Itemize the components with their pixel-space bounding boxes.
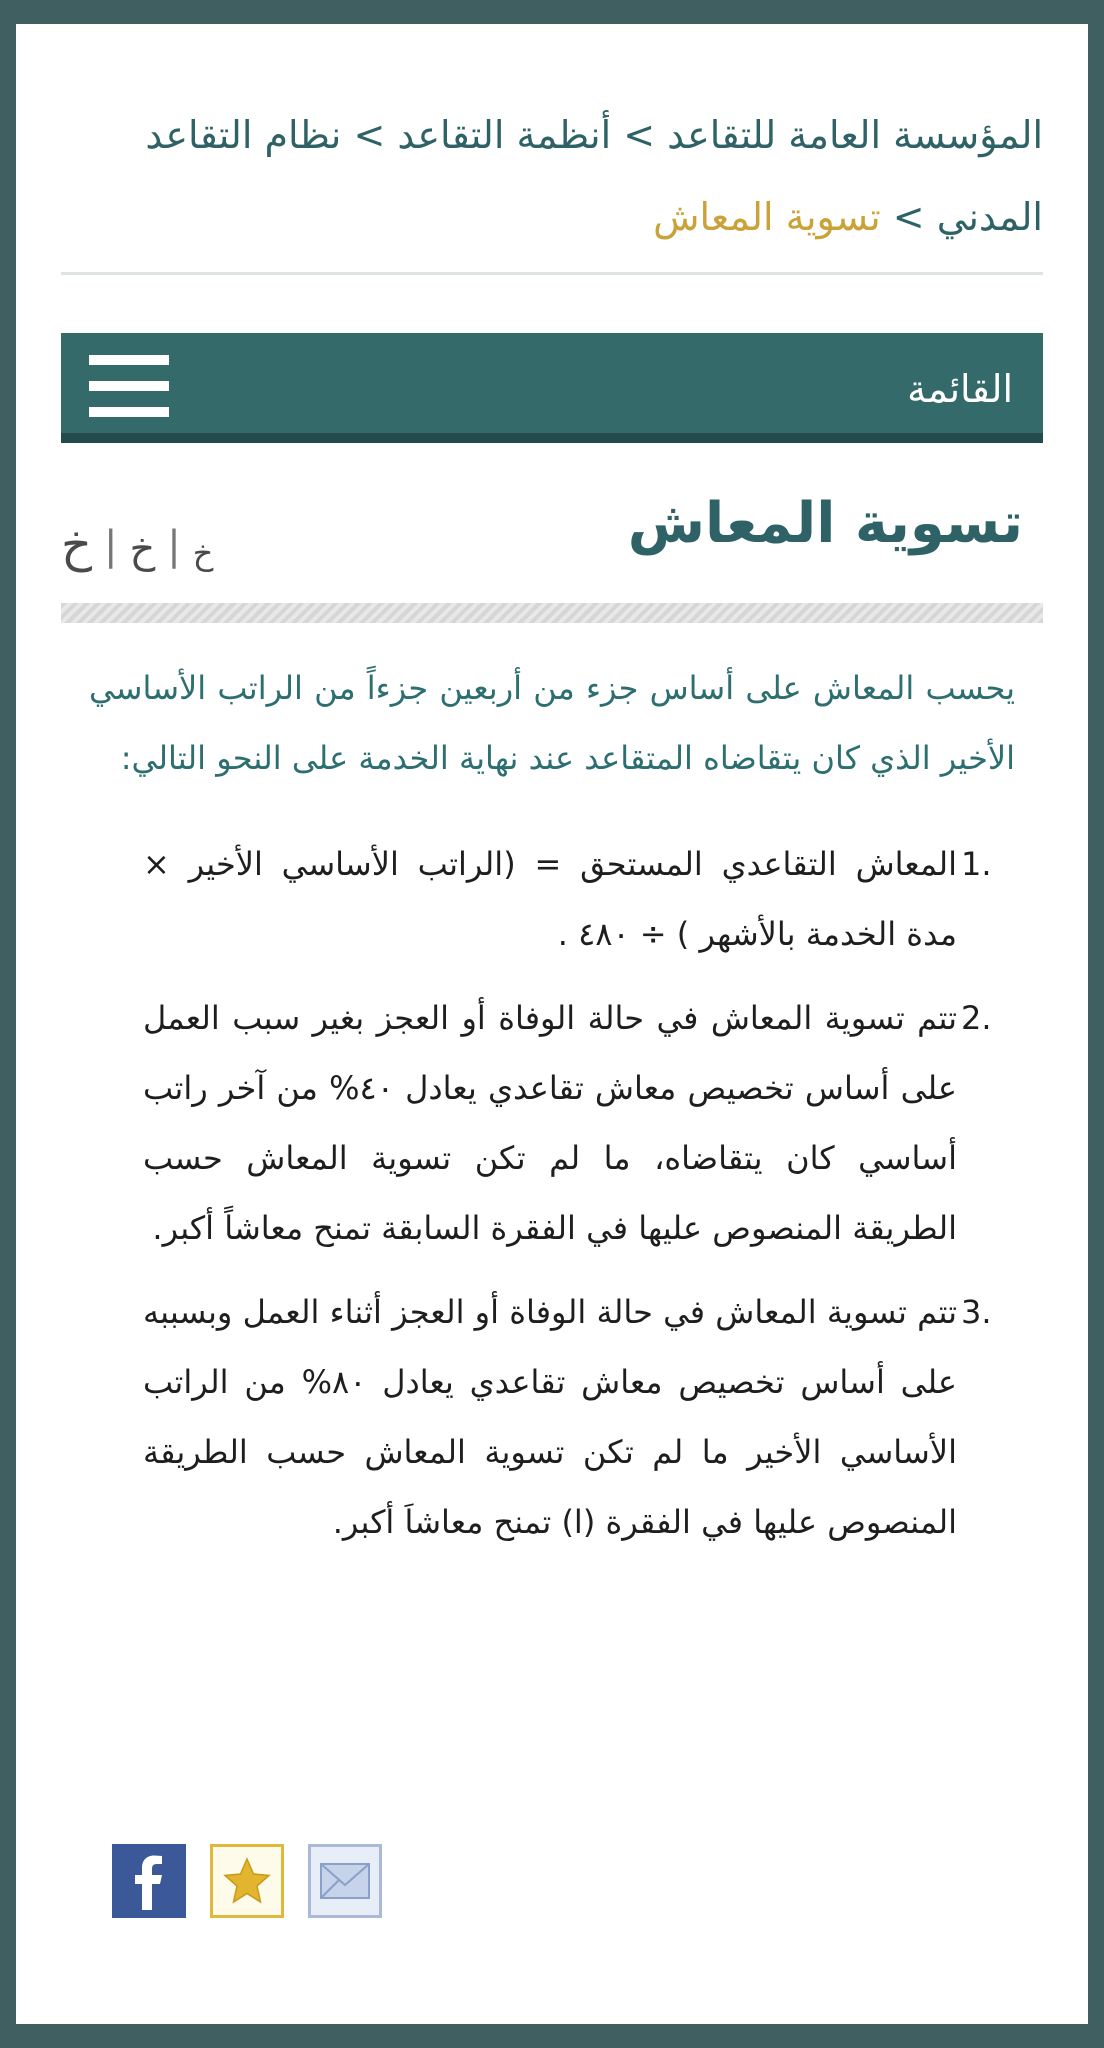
list-item (143, 829, 1015, 969)
font-size-controls (61, 517, 214, 573)
page-frame (16, 24, 1088, 2024)
favorite-button[interactable] (210, 1844, 284, 1918)
breadcrumb-item-root[interactable]: المؤسسة العامة للتقاعد (667, 113, 1043, 157)
menu-bar[interactable] (61, 333, 1043, 443)
font-size-small-button[interactable]: خ (192, 534, 214, 572)
breadcrumb-item-civil[interactable]: نظام التقاعد المدني (145, 113, 1043, 239)
breadcrumb-divider (61, 272, 1043, 275)
favorite-star-icon (213, 1847, 281, 1915)
page-title: تسوية المعاش (627, 491, 1023, 556)
list-item (143, 1277, 1015, 1557)
list-number: 2. (961, 999, 992, 1037)
list-item (143, 983, 1015, 1263)
list-item-text: المعاش التقاعدي المستحق = (الراتب الأساسي الأخير × مدة الخدمة بالأشهر ) ÷ ٤٨٠ . (143, 845, 957, 953)
email-share-button[interactable] (308, 1844, 382, 1918)
list-number: 3. (961, 1293, 992, 1331)
breadcrumb-separator: > (623, 113, 656, 157)
breadcrumb-separator: > (353, 113, 386, 157)
title-row (61, 491, 1043, 595)
hamburger-menu-icon[interactable] (89, 355, 169, 417)
intro-paragraph: يحسب المعاش على أساس جزء من أربعين جزءاً من الراتب الأساسي الأخير الذي كان يتقاضاه المتقاعد عند نهاية الخدمة على النحو التالي: (89, 669, 1015, 777)
font-size-medium-button[interactable]: خ (129, 526, 156, 572)
share-buttons (112, 1844, 382, 1918)
facebook-share-button[interactable] (112, 1844, 186, 1918)
font-size-separator: | (167, 523, 181, 569)
breadcrumb-current: تسوية المعاش (653, 195, 881, 239)
list-item-text: تتم تسوية المعاش في حالة الوفاة أو العجز أثناء العمل وبسببه على أساس تخصيص معاش تقاعدي يعادل ٨٠% من الراتب الأساسي الأخير ما لم تكن تسوية المعاش حسب الطريقة المنصوص عليها في الفقرة (ا) تمنح معاشاَ أكبر. (143, 1293, 958, 1541)
menu-label[interactable]: القائمة (907, 367, 1013, 411)
list-number: 1. (961, 845, 992, 883)
breadcrumb-separator: > (892, 195, 925, 239)
list-item-text: تتم تسوية المعاش في حالة الوفاة أو العجز بغير سبب العمل على أساس تخصيص معاش تقاعدي يعادل ٤٠% من آخر راتب أساسي كان يتقاضاه، ما لم تكن تسوية المعاش حسب الطريقة المنصوص عليها في الفقرة السابقة تمنح معاشاً أكبر. (143, 999, 958, 1247)
font-size-separator: | (103, 523, 118, 569)
rules-list (143, 829, 1015, 1557)
facebook-icon (112, 1844, 186, 1918)
breadcrumb (61, 94, 1043, 258)
font-size-large-button[interactable]: خ (61, 517, 92, 573)
title-stripe-divider (61, 603, 1043, 623)
email-icon (311, 1847, 379, 1915)
breadcrumb-item-systems[interactable]: أنظمة التقاعد (397, 113, 612, 157)
content-wrapper (61, 24, 1043, 1571)
